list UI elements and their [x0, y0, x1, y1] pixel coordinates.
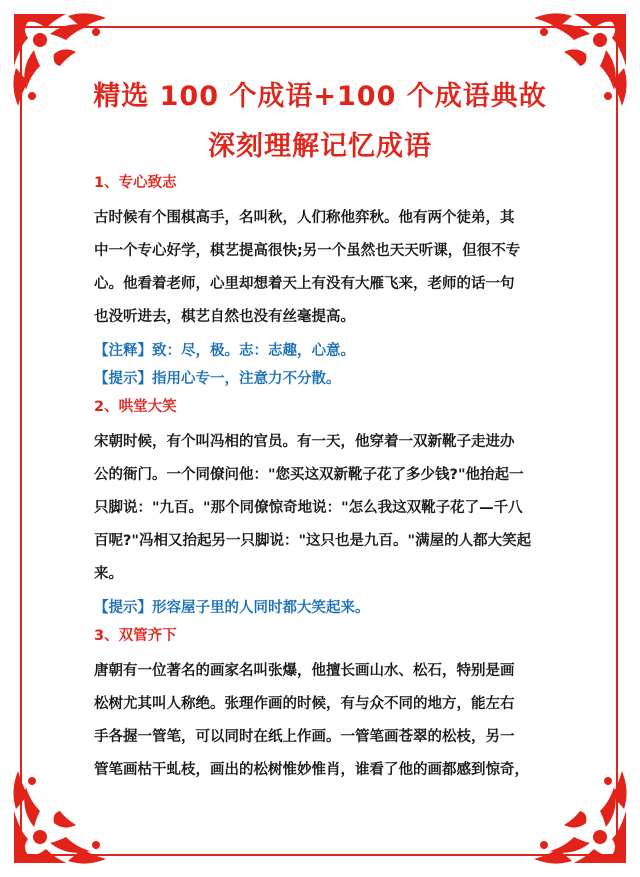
paragraph-line: 松树尤其叫人称绝。张理作画的时候，有与众不同的地方，能左右 [94, 696, 515, 712]
paragraph-line: 管笔画枯干虬枝，画出的松树惟妙惟肖，谁看了他的画都感到惊奇， [94, 762, 529, 778]
paragraph-line: 中一个专心好学，棋艺提高很快;另一个虽然也天天听课，但很不专 [94, 243, 521, 259]
paragraph-line: 百呢?"冯相又抬起另一只脚说："这只也是九百。"满屋的人都大笑起 [94, 533, 532, 549]
paragraph-line: 心。他看着老师，心里却想着天上有没有大雁飞来，老师的话一句 [94, 276, 515, 292]
paragraph-line: 公的衙门。一个同僚问他："您买这双新靴子花了多少钱?"他抬起一 [94, 467, 524, 483]
page-subtitle: 深刻理解记忆成语 [208, 131, 432, 162]
paragraph-line: 只脚说："九百。"那个同僚惊奇地说："怎么我这双靴子花了—千八 [94, 500, 523, 516]
paragraph-line: 也没听进去，棋艺自然也没有丝毫提高。 [94, 309, 355, 325]
hint-note: 【提示】指用心专一，注意力不分散。 [94, 371, 341, 387]
article-body [94, 172, 554, 787]
section-heading: 1、专心致志 [94, 175, 177, 191]
paragraph-line: 来。 [94, 566, 123, 582]
section-heading: 3、双管齐下 [94, 628, 177, 644]
section-heading: 2、哄堂大笑 [94, 399, 177, 415]
paragraph-line: 唐朝有一位著名的画家名叫张爆，他擅长画山水、松石，特别是画 [94, 663, 515, 679]
annotation-note: 【注释】致：尽，极。志：志趣，心意。 [94, 343, 355, 359]
paragraph-line: 古时候有个围棋高手，名叫秋，人们称他弈秋。他有两个徒弟，其 [94, 210, 515, 226]
paragraph-line: 手各握一管笔，可以同时在纸上作画。一管笔画苍翠的松枝，另一 [94, 729, 515, 745]
hint-note: 【提示】形容屋子里的人同时都大笑起来。 [94, 600, 370, 616]
paragraph-line: 宋朝时候，有个叫冯相的官员。有一天，他穿着一双新靴子走进办 [94, 434, 515, 450]
page-title: 精选 100 个成语+100 个成语典故 [93, 81, 547, 112]
